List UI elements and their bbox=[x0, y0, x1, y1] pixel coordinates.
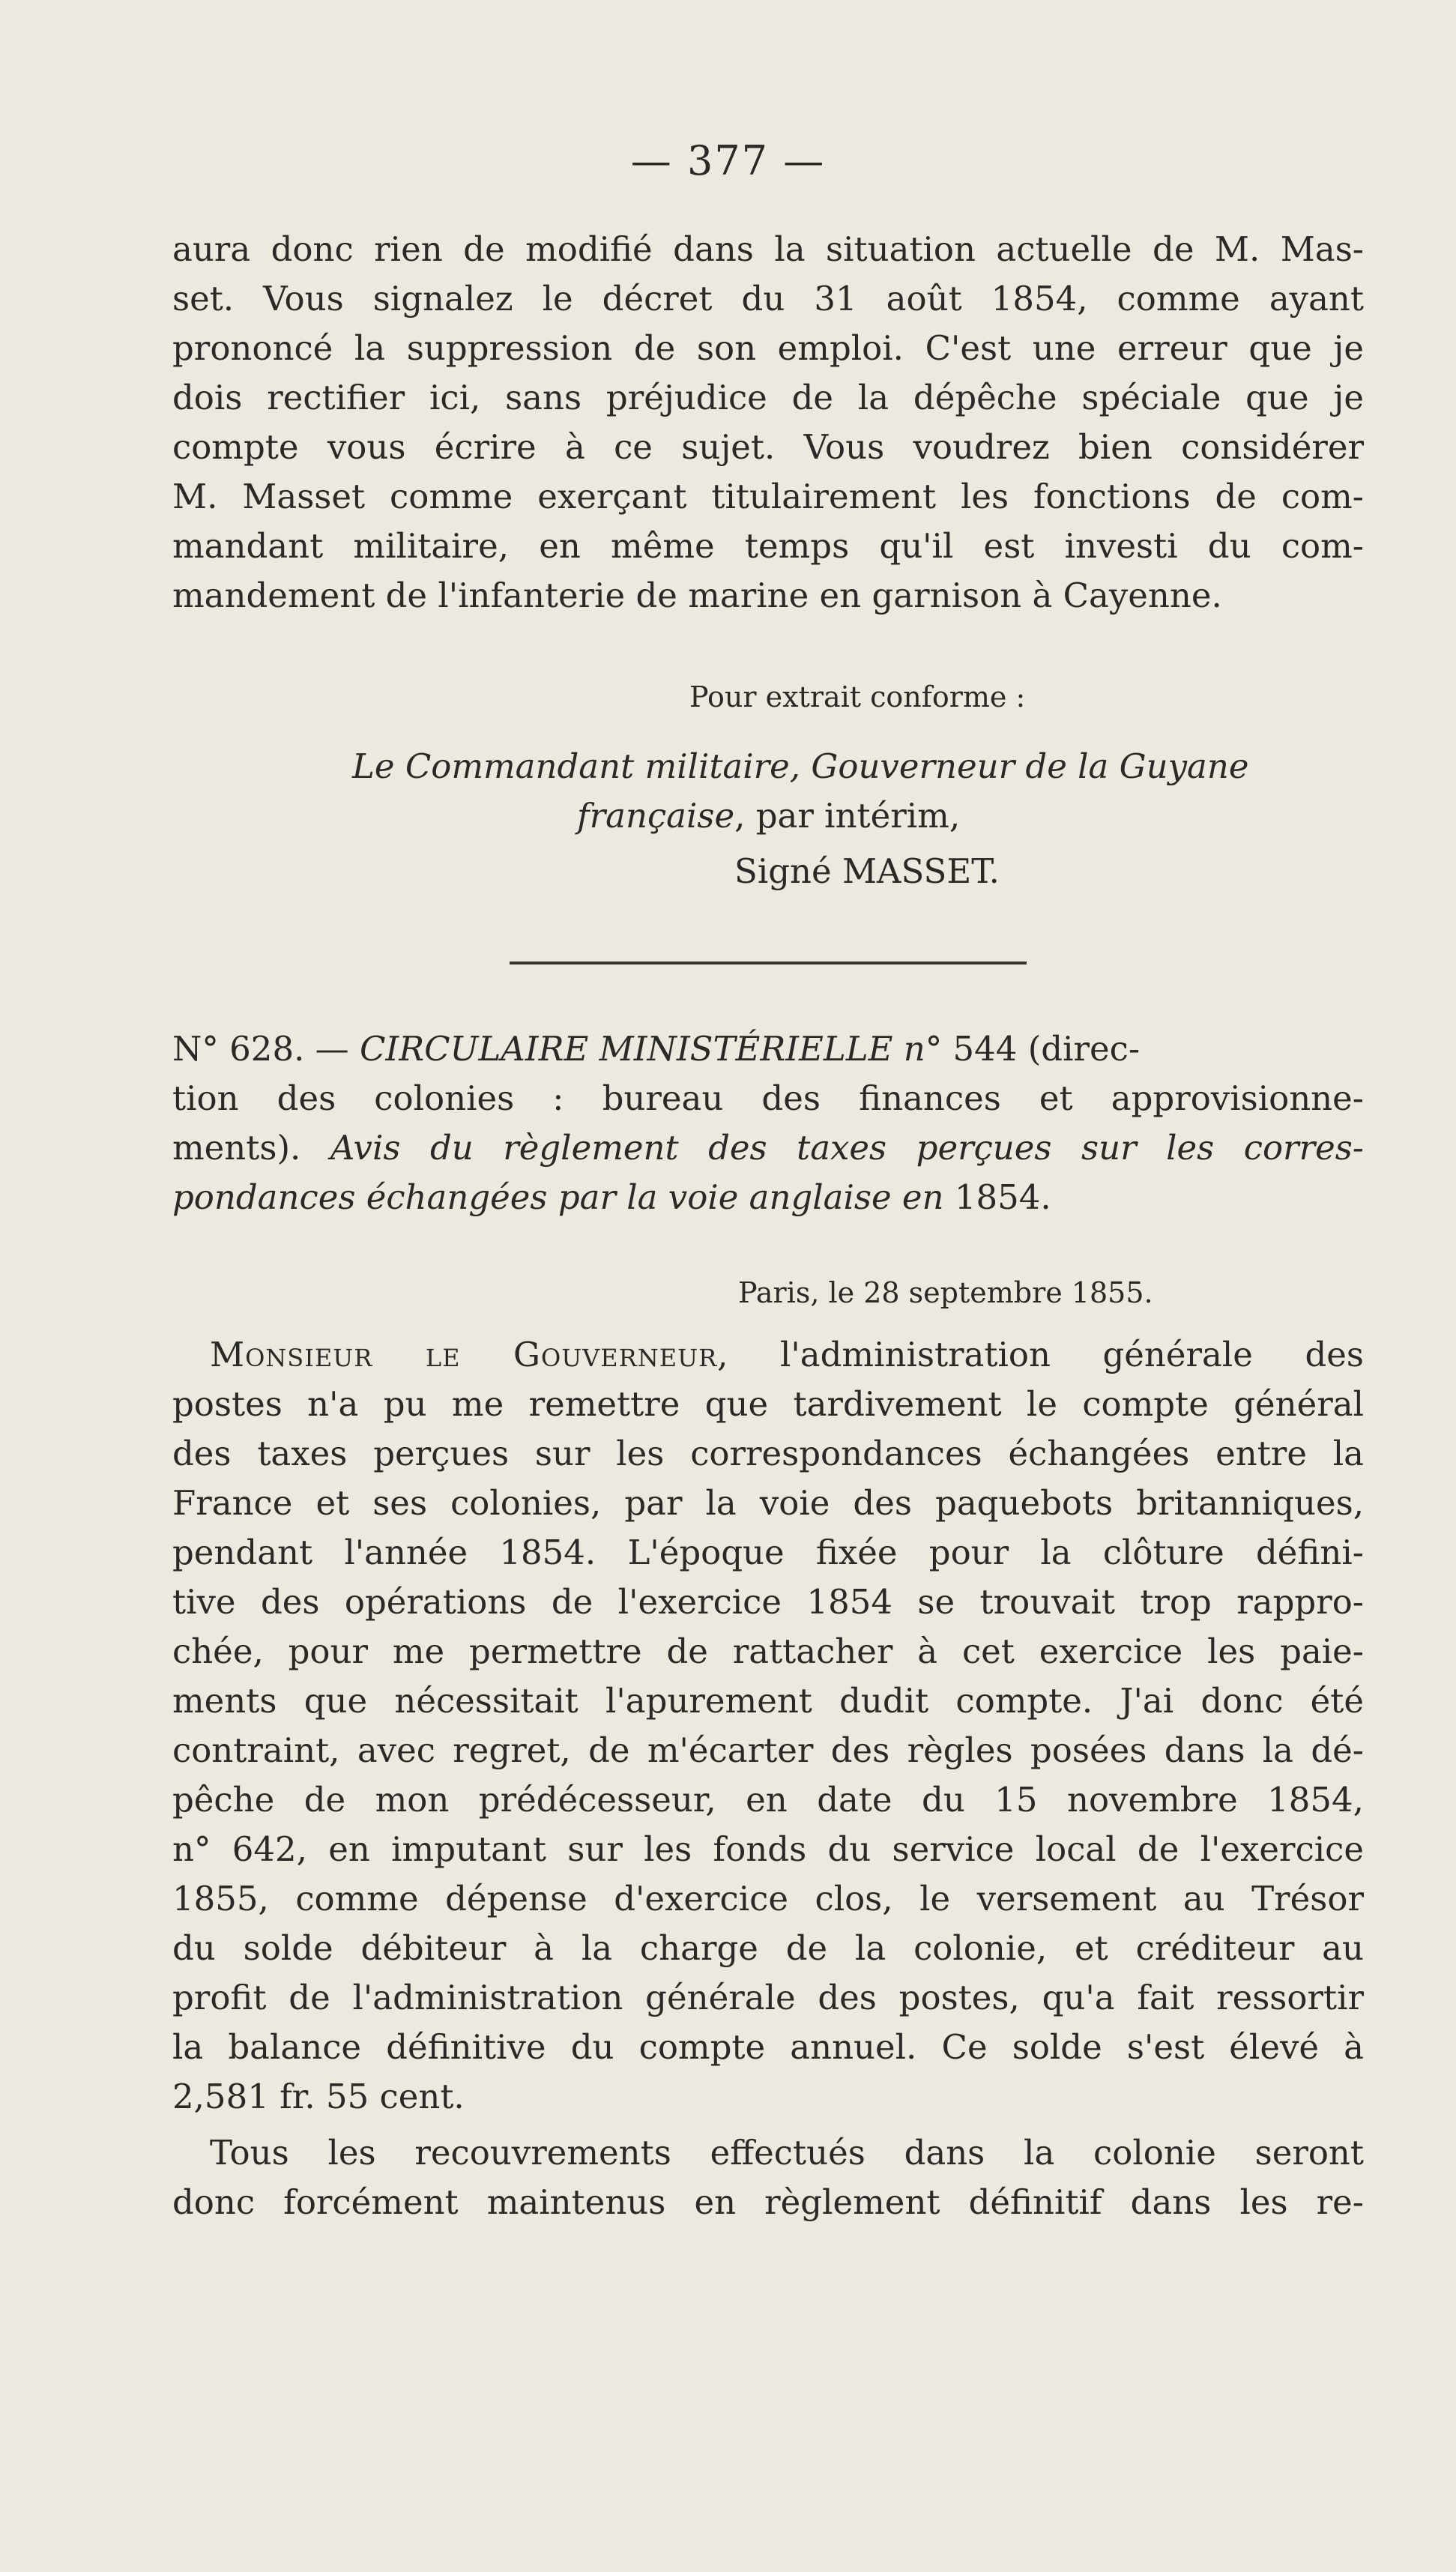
text-line: prononcé la suppression de son emploi. C'est une erreur que je bbox=[172, 328, 1364, 368]
text-line: M. Masset comme exerçant titulairement les fonctions de com- bbox=[172, 477, 1364, 516]
dateline: Paris, le 28 septembre 1855. bbox=[738, 1276, 1153, 1309]
text-line: mandant militaire, en même temps qu'il est investi du com- bbox=[172, 526, 1364, 566]
circular-title: CIRCULAIRE MINISTÉRIELLE bbox=[359, 1029, 893, 1069]
text-line: pêche de mon prédécesseur, en date du 15 novembre 1854, bbox=[172, 1780, 1364, 1820]
signature-title-continued bbox=[577, 791, 960, 841]
heading-roman: ments). bbox=[172, 1128, 330, 1168]
text-line: profit de l'administration générale des postes, qu'a fait ressortir bbox=[172, 1978, 1364, 2017]
circular-number: N° 628. — bbox=[172, 1029, 360, 1069]
salutation: Monsieur le Gouverneur bbox=[210, 1335, 718, 1374]
text-line: 2,581 fr. 55 cent. bbox=[172, 2077, 465, 2116]
text-line: du solde débiteur à la charge de la colonie, et créditeur au bbox=[172, 1928, 1364, 1968]
section-divider bbox=[510, 962, 1027, 964]
text-line: France et ses colonies, par la voie des paquebots britanniques, bbox=[172, 1483, 1364, 1523]
text-line: contraint, avec regret, de m'écarter des règles posées dans la dé- bbox=[172, 1730, 1364, 1770]
salutation-rest: , l'administration générale des bbox=[717, 1335, 1365, 1374]
text-line: aura donc rien de modifié dans la situation actuelle de M. Mas- bbox=[172, 229, 1364, 269]
heading-line bbox=[172, 1123, 1364, 1173]
text-line: 1855, comme dépense d'exercice clos, le versement au Trésor bbox=[172, 1879, 1364, 1919]
text-line: tive des opérations de l'exercice 1854 se trouvait trop rappro- bbox=[172, 1582, 1364, 1622]
page-number: — 377 — bbox=[630, 137, 826, 184]
text-line: postes n'a pu me remettre que tardivement le compte général bbox=[172, 1384, 1364, 1424]
signature-italic: française bbox=[577, 796, 735, 836]
text-line: donc forcément maintenus en règlement définitif dans les re- bbox=[172, 2182, 1364, 2222]
text-line: dois rectifier ici, sans préjudice de la dépêche spéciale que je bbox=[172, 378, 1364, 417]
text-line: la balance définitive du compte annuel. Ce solde s'est élevé à bbox=[172, 2027, 1364, 2067]
signature-name: Signé MASSET. bbox=[734, 851, 1000, 891]
text-line: des taxes perçues sur les correspondances échangées entre la bbox=[172, 1434, 1364, 1473]
circular-direction: (direc- bbox=[1017, 1029, 1141, 1069]
heading-line: tion des colonies : bureau des finances et approvisionne- bbox=[172, 1078, 1364, 1118]
heading-year: 1854. bbox=[954, 1177, 1051, 1217]
heading-line bbox=[172, 1173, 1364, 1222]
text-line: ments que nécessitait l'apurement dudit compte. J'ai donc été bbox=[172, 1681, 1364, 1721]
signature-title: Le Commandant militaire, Gouverneur de la Guyane bbox=[352, 746, 1249, 786]
text-line: pendant l'année 1854. L'époque fixée pour la clôture défini- bbox=[172, 1533, 1364, 1572]
extract-label: Pour extrait conforme : bbox=[689, 680, 1026, 713]
text-line: chée, pour me permettre de rattacher à cet exercice les paie- bbox=[172, 1631, 1364, 1671]
signature-interim: , par intérim, bbox=[734, 796, 961, 836]
heading-line bbox=[172, 1024, 1364, 1074]
text-line: compte vous écrire à ce sujet. Vous voudrez bien considérer bbox=[172, 427, 1364, 467]
text-line: Tous les recouvrements effectués dans la colonie seront bbox=[210, 2133, 1364, 2173]
text-line: n° 642, en imputant sur les fonds du service local de l'exercice bbox=[172, 1829, 1364, 1869]
circular-num: 544 bbox=[952, 1029, 1018, 1069]
circular-no: n° bbox=[892, 1029, 953, 1069]
text-line: set. Vous signalez le décret du 31 août 1854, comme ayant bbox=[172, 279, 1364, 319]
text-line: mandement de l'infanterie de marine en garnison à Cayenne. bbox=[172, 576, 1222, 615]
text-line bbox=[172, 1330, 1364, 1380]
heading-italic: Avis du règlement des taxes perçues sur les corres- bbox=[330, 1128, 1365, 1168]
heading-italic: pondances échangées par la voie anglaise en bbox=[172, 1177, 955, 1217]
